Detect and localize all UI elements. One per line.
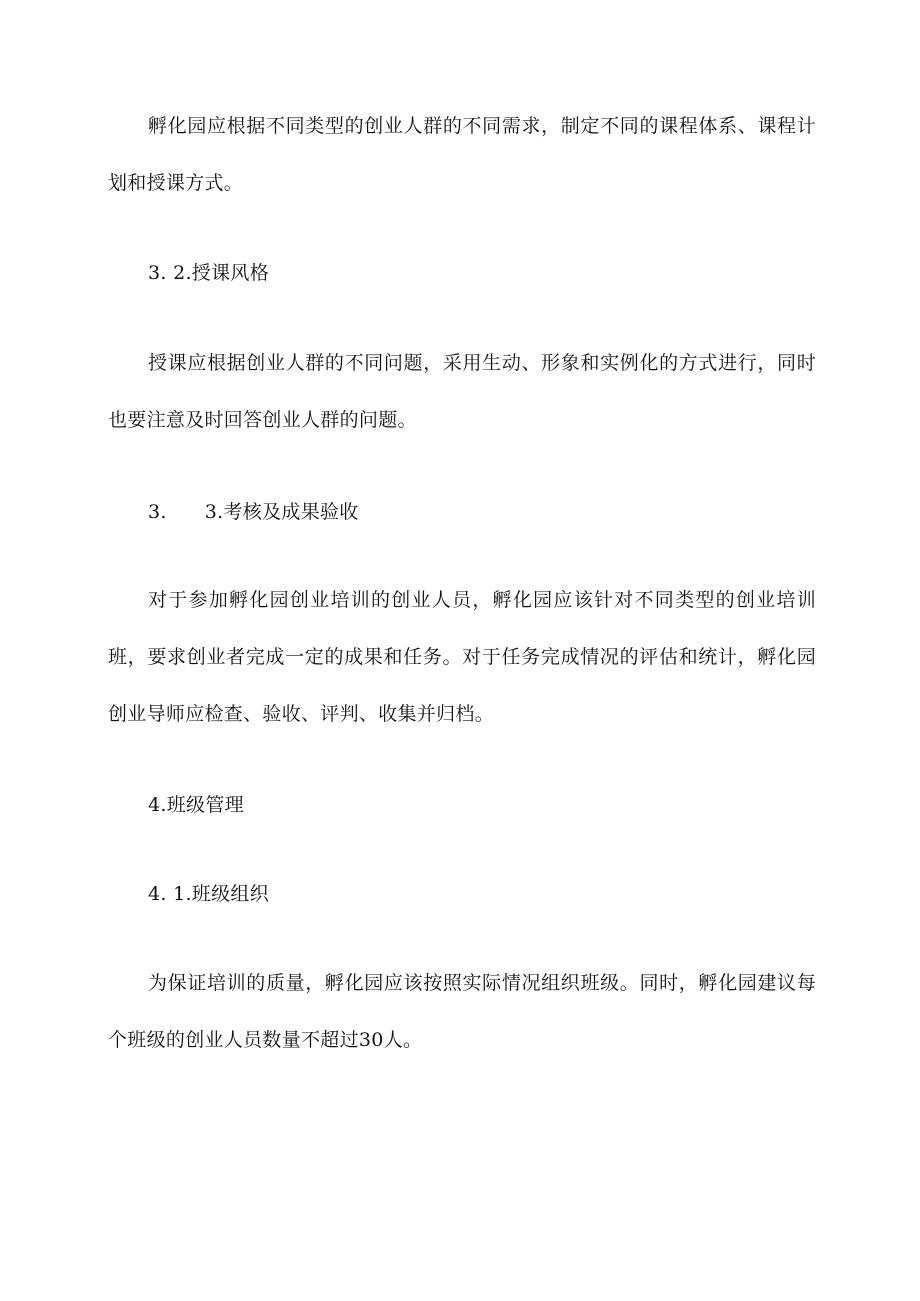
heading-class-management: 4.班级管理: [148, 794, 244, 816]
paragraph-teaching-style: 授课应根据创业人群的不同问题，采用生动、形象和实例化的方式进行，同时也要注意及时回答创业人群的问题。: [108, 352, 816, 431]
heading-assessment: 3. 3.考核及成果验收: [148, 501, 359, 523]
paragraph-assessment: 对于参加孵化园创业培训的创业人员，孵化园应该针对不同类型的创业培训班，要求创业者完成一定的成果和任务。对于任务完成情况的评估和统计，孵化园创业导师应检查、验收、评判、收集并归档。: [108, 589, 816, 725]
paragraph-curriculum: 孵化园应根据不同类型的创业人群的不同需求，制定不同的课程体系、课程计划和授课方式。: [108, 115, 816, 194]
paragraph-class-organization: 为保证培训的质量，孵化园应该按照实际情况组织班级。同时，孵化园建议每个班级的创业人员数量不超过30人。: [108, 972, 816, 1051]
heading-teaching-style: 3. 2.授课风格: [148, 262, 269, 284]
heading-class-organization: 4. 1.班级组织: [148, 883, 269, 905]
